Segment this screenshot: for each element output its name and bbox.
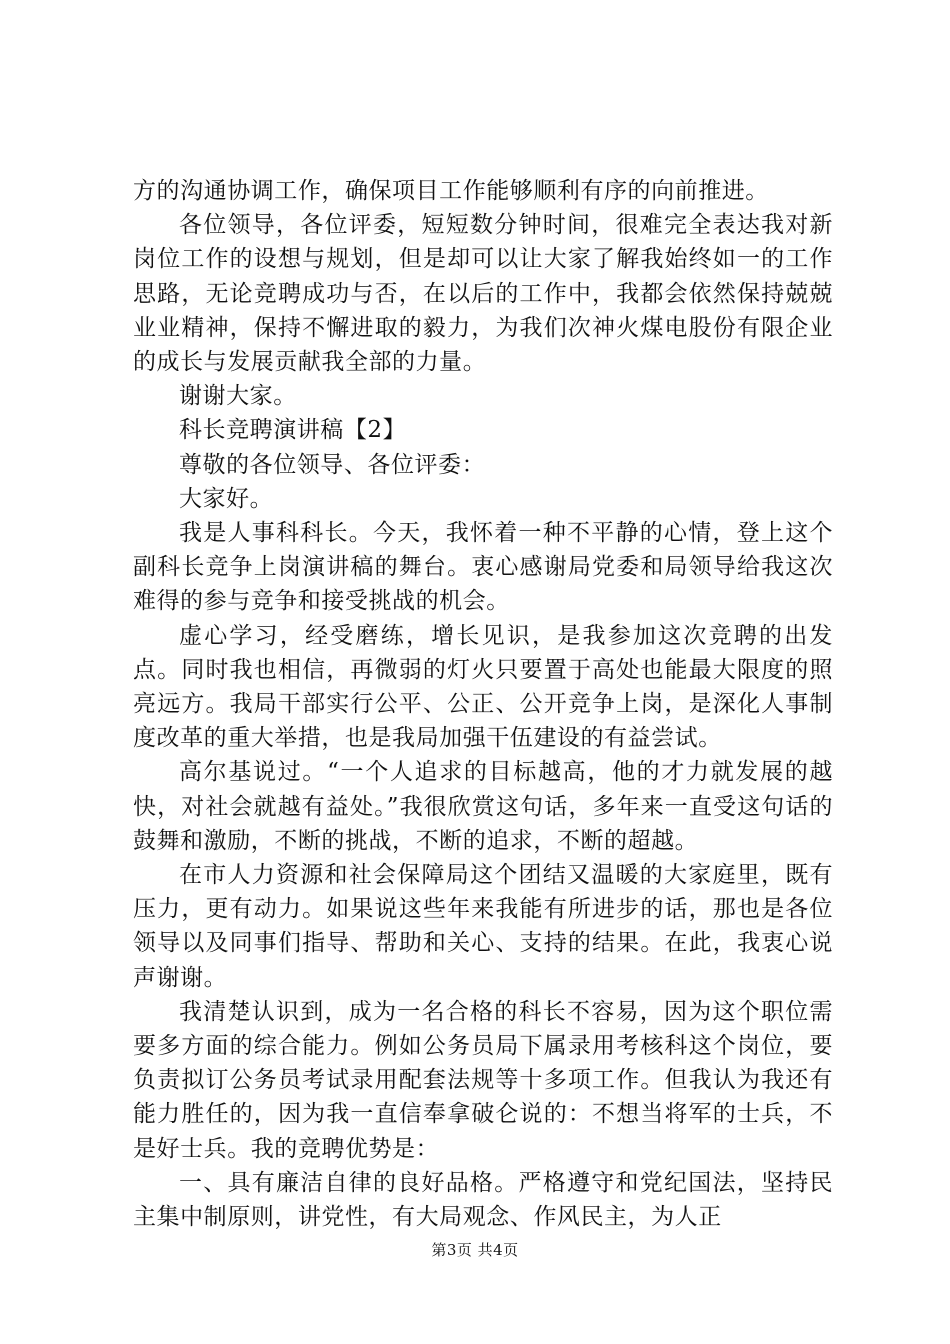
paragraph-continuation: 方的沟通协调工作，确保项目工作能够顺利有序的向前推进。 — [133, 178, 769, 204]
paragraph-advantages: 我清楚认识到，成为一名合格的科长不容易，因为这个职位需要多方面的综合能力。例如公务员局下属录用考核科这个岗位，要负责拟订公务员考试录用配套法规等十多项工作。但我认为我还有能力胜任的，因为我一直信奉拿破仑说的：不想当将军的士兵，不是好士兵。我的竞聘优势是： — [133, 998, 833, 1162]
paragraph-closing-remarks: 各位领导，各位评委，短短数分钟时间，很难完全表达我对新岗位工作的设想与规划，但是却可以让大家了解我始终如一的工作思路，无论竞聘成功与否，在以后的工作中，我都会依然保持兢兢业业精神，保持不懈进取的毅力，为我们次神火煤电股份有限企业的成长与发展贡献我全部的力量。 — [133, 212, 833, 376]
paragraph-thanks: 谢谢大家。 — [179, 383, 297, 410]
body-text — [133, 174, 833, 1234]
paragraph-motivation: 虚心学习，经受磨练，增长见识，是我参加这次竞聘的出发点。同时我也相信，再微弱的灯火只要置于高处也能最大限度的照亮远方。我局干部实行公平、公正、公开竞争上岗，是深化人事制度改革的重大举措，也是我局加强干伍建设的有益尝试。 — [133, 622, 833, 752]
page-number-footer: 第3页 共4页 — [431, 1241, 519, 1259]
section-title: 科长竞聘演讲稿【2】 — [179, 417, 407, 444]
paragraph-gratitude: 在市人力资源和社会保障局这个团结又温暖的大家庭里，既有压力，更有动力。如果说这些年来我能有所进步的话，那也是各位领导以及同事们指导、帮助和关心、支持的结果。在此，我衷心说声谢谢。 — [133, 862, 833, 991]
paragraph-quote: 高尔基说过。“一个人追求的目标越高，他的才力就发展的越快，对社会就越有益处。”我很欣赏这句话，多年来一直受这句话的鼓舞和激励，不断的挑战，不断的追求，不断的超越。 — [133, 759, 833, 854]
paragraph-introduction: 我是人事科科长。今天，我怀着一种不平静的心情，登上这个副科长竞争上岗演讲稿的舞台。衷心感谢局党委和局领导给我这次难得的参与竞争和接受挑战的机会。 — [133, 520, 833, 615]
paragraph-point-one: 一、具有廉洁自律的良好品格。严格遵守和党纪国法，坚持民主集中制原则，讲党性，有大局观念、作风民主，为人正 — [133, 1169, 833, 1231]
salutation: 尊敬的各位领导、各位评委： — [179, 451, 486, 478]
greeting: 大家好。 — [179, 485, 274, 512]
